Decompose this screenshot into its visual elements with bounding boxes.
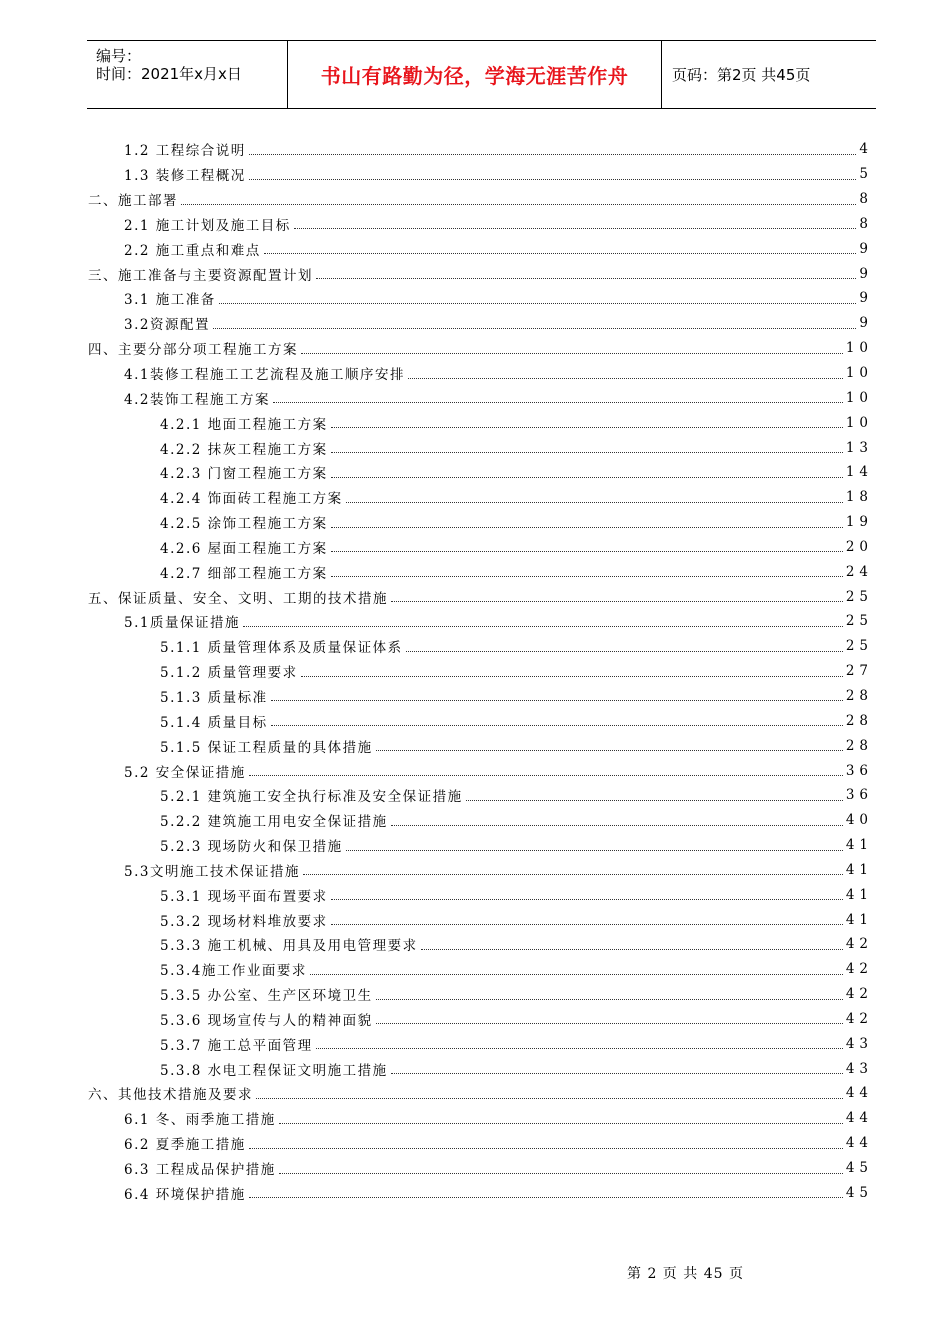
- toc-entry[interactable]: [124, 609, 873, 634]
- toc-entry-page: 45: [845, 1184, 873, 1201]
- toc-entry-page: 28: [845, 712, 873, 729]
- toc-entry-title: 5.1.4 质量目标: [160, 714, 268, 731]
- toc-entry-page: 25: [845, 638, 873, 655]
- toc-entry-page: 8: [859, 215, 873, 232]
- toc-entry-title: 5.1质量保证措施: [124, 615, 240, 632]
- toc-entry[interactable]: [124, 236, 873, 261]
- toc-entry-page: 42: [845, 1010, 873, 1027]
- toc-entry-title: 3.1 施工准备: [124, 292, 216, 309]
- toc-entry-page: 10: [845, 414, 873, 431]
- dot-leader: [264, 253, 857, 254]
- dot-leader: [391, 601, 843, 602]
- toc-entry-title: 4.1装修工程施工工艺流程及施工顺序安排: [124, 367, 405, 384]
- dot-leader: [279, 1123, 843, 1124]
- toc-entry-page: 44: [845, 1135, 873, 1152]
- dot-leader: [376, 750, 843, 751]
- toc-entry-title: 4.2.1 地面工程施工方案: [160, 416, 328, 433]
- toc-entry-page: 42: [845, 936, 873, 953]
- toc-entry-page: 13: [845, 439, 873, 456]
- toc-entry[interactable]: [160, 907, 873, 932]
- toc-entry-title: 6.3 工程成品保护措施: [124, 1162, 276, 1179]
- toc-entry-page: 4: [859, 141, 873, 158]
- toc-entry-title: 5.3.3 施工机械、用具及用电管理要求: [160, 938, 418, 955]
- toc-entry-page: 25: [845, 613, 873, 630]
- toc-entry-page: 43: [845, 1035, 873, 1052]
- dot-leader: [421, 949, 843, 950]
- table-of-contents: [0, 137, 950, 1205]
- dot-leader: [271, 725, 843, 726]
- toc-entry-page: 19: [845, 514, 873, 531]
- toc-entry[interactable]: [124, 1106, 873, 1131]
- toc-entry[interactable]: [88, 187, 873, 212]
- toc-entry[interactable]: [160, 634, 873, 659]
- dot-leader: [331, 924, 843, 925]
- dot-leader: [466, 800, 843, 801]
- toc-entry-page: 10: [845, 340, 873, 357]
- toc-entry[interactable]: [160, 410, 873, 435]
- dot-leader: [391, 1073, 843, 1074]
- dot-leader: [406, 651, 843, 652]
- toc-entry[interactable]: [124, 361, 873, 386]
- toc-entry[interactable]: [124, 286, 873, 311]
- toc-entry-page: 8: [859, 191, 873, 208]
- dot-leader: [346, 502, 843, 503]
- toc-entry[interactable]: [88, 336, 873, 361]
- toc-entry-page: 41: [845, 911, 873, 928]
- motto-text: 书山有路勤为径，学海无涯苦作舟: [320, 64, 629, 88]
- toc-entry[interactable]: [124, 311, 873, 336]
- toc-entry[interactable]: [160, 559, 873, 584]
- toc-entry-page: 9: [859, 290, 873, 307]
- dot-leader: [331, 427, 843, 428]
- toc-entry[interactable]: [160, 882, 873, 907]
- toc-entry-page: 41: [845, 886, 873, 903]
- toc-entry-title: 2.1 施工计划及施工目标: [124, 217, 291, 234]
- toc-entry-title: 5.3.2 现场材料堆放要求: [160, 913, 328, 930]
- dot-leader: [376, 1023, 843, 1024]
- toc-entry-title: 4.2.5 涂饰工程施工方案: [160, 516, 328, 533]
- dot-leader: [249, 775, 843, 776]
- toc-entry[interactable]: [160, 1056, 873, 1081]
- toc-entry[interactable]: [124, 857, 873, 882]
- toc-entry[interactable]: [160, 708, 873, 733]
- dot-leader: [376, 999, 843, 1000]
- toc-entry-page: 41: [845, 861, 873, 878]
- dot-leader: [279, 1173, 843, 1174]
- dot-leader: [219, 303, 857, 304]
- toc-entry[interactable]: [160, 435, 873, 460]
- toc-entry[interactable]: [160, 808, 873, 833]
- dot-leader: [316, 1048, 843, 1049]
- toc-entry-page: 44: [845, 1085, 873, 1102]
- toc-entry-title: 4.2.3 门窗工程施工方案: [160, 466, 328, 483]
- toc-entry-page: 14: [845, 464, 873, 481]
- toc-entry-title: 5.1.1 质量管理体系及质量保证体系: [160, 640, 403, 657]
- toc-entry-page: 10: [845, 389, 873, 406]
- dot-leader: [256, 1098, 843, 1099]
- dot-leader: [331, 576, 843, 577]
- toc-entry-page: 42: [845, 986, 873, 1003]
- toc-entry[interactable]: [160, 783, 873, 808]
- toc-entry[interactable]: [160, 1031, 873, 1056]
- toc-entry-title: 六、其他技术措施及要求: [88, 1087, 253, 1104]
- toc-entry-title: 5.1.3 质量标准: [160, 689, 268, 706]
- toc-entry[interactable]: [88, 261, 873, 286]
- toc-entry[interactable]: [160, 932, 873, 957]
- dot-leader: [316, 278, 856, 279]
- toc-entry[interactable]: [160, 460, 873, 485]
- toc-entry[interactable]: [160, 957, 873, 982]
- header-motto: [288, 41, 662, 108]
- toc-entry[interactable]: [160, 684, 873, 709]
- toc-entry-title: 5.3.5 办公室、生产区环境卫生: [160, 988, 373, 1005]
- toc-entry-page: 5: [859, 166, 873, 183]
- toc-entry[interactable]: [160, 485, 873, 510]
- toc-entry-title: 4.2.4 饰面砖工程施工方案: [160, 491, 343, 508]
- toc-entry-title: 6.2 夏季施工措施: [124, 1137, 246, 1154]
- toc-entry-title: 5.3文明施工技术保证措施: [124, 863, 300, 880]
- dot-leader: [181, 204, 856, 205]
- toc-entry-title: 5.2.3 现场防火和保卫措施: [160, 839, 343, 856]
- dot-leader: [249, 179, 857, 180]
- page-info-text: 页码：第2页 共45页: [672, 66, 811, 84]
- toc-entry-page: 36: [845, 787, 873, 804]
- header-page-info: [662, 41, 876, 108]
- toc-entry-title: 4.2.6 屋面工程施工方案: [160, 540, 328, 557]
- dot-leader: [408, 378, 843, 379]
- toc-entry-title: 5.3.4施工作业面要求: [160, 963, 307, 980]
- toc-entry-page: 28: [845, 687, 873, 704]
- dot-leader: [243, 626, 843, 627]
- dot-leader: [391, 825, 843, 826]
- number-label: 编号：: [96, 47, 142, 65]
- dot-leader: [331, 452, 843, 453]
- toc-entry-title: 6.4 环境保护措施: [124, 1186, 246, 1203]
- toc-entry[interactable]: [124, 212, 873, 237]
- toc-entry-title: 二、施工部署: [88, 193, 178, 210]
- toc-entry[interactable]: [160, 982, 873, 1007]
- toc-entry-page: 27: [845, 663, 873, 680]
- toc-entry-page: 43: [845, 1060, 873, 1077]
- toc-entry[interactable]: [88, 584, 873, 609]
- toc-entry[interactable]: [160, 510, 873, 535]
- toc-entry-page: 10: [845, 365, 873, 382]
- toc-entry-title: 五、保证质量、安全、文明、工期的技术措施: [88, 590, 388, 607]
- toc-entry[interactable]: [124, 385, 873, 410]
- dot-leader: [273, 402, 843, 403]
- toc-entry-title: 5.1.2 质量管理要求: [160, 665, 298, 682]
- dot-leader: [249, 1197, 843, 1198]
- toc-entry[interactable]: [124, 1131, 873, 1156]
- toc-entry-page: 44: [845, 1110, 873, 1127]
- toc-entry[interactable]: [124, 1156, 873, 1181]
- toc-entry-title: 6.1 冬、雨季施工措施: [124, 1112, 276, 1129]
- toc-entry-title: 4.2装饰工程施工方案: [124, 391, 270, 408]
- toc-entry[interactable]: [124, 137, 873, 162]
- page-footer: 第 2 页 共 45 页: [627, 1266, 744, 1282]
- dot-leader: [249, 1148, 843, 1149]
- toc-entry-title: 3.2资源配置: [124, 317, 210, 334]
- toc-entry-title: 5.2.2 建筑施工用电安全保证措施: [160, 814, 388, 831]
- toc-entry[interactable]: [160, 1007, 873, 1032]
- toc-entry-page: 45: [845, 1160, 873, 1177]
- time-label: 时间：2021年x月x日: [96, 65, 242, 83]
- toc-entry-page: 24: [845, 563, 873, 580]
- toc-entry-title: 5.2.1 建筑施工安全执行标准及安全保证措施: [160, 789, 463, 806]
- toc-entry-page: 36: [845, 762, 873, 779]
- dot-leader: [331, 527, 843, 528]
- toc-entry[interactable]: [88, 1081, 873, 1106]
- page-header: [87, 40, 876, 109]
- toc-entry-page: 25: [845, 588, 873, 605]
- dot-leader: [294, 228, 857, 229]
- toc-entry[interactable]: [160, 733, 873, 758]
- toc-entry-page: 41: [845, 837, 873, 854]
- dot-leader: [249, 154, 857, 155]
- toc-entry-page: 20: [845, 538, 873, 555]
- toc-entry-title: 5.3.7 施工总平面管理: [160, 1037, 313, 1054]
- toc-entry-title: 5.3.8 水电工程保证文明施工措施: [160, 1062, 388, 1079]
- dot-leader: [301, 676, 843, 677]
- toc-entry[interactable]: [124, 162, 873, 187]
- toc-entry-title: 1.3 装修工程概况: [124, 168, 246, 185]
- toc-entry-title: 5.2 安全保证措施: [124, 764, 246, 781]
- toc-entry-page: 42: [845, 961, 873, 978]
- toc-entry-title: 5.1.5 保证工程质量的具体措施: [160, 739, 373, 756]
- toc-entry-title: 三、施工准备与主要资源配置计划: [88, 267, 313, 284]
- toc-entry[interactable]: [124, 1180, 873, 1205]
- header-meta: [87, 41, 288, 108]
- toc-entry-page: 9: [859, 315, 873, 332]
- toc-entry-page: 28: [845, 737, 873, 754]
- toc-entry[interactable]: [160, 659, 873, 684]
- dot-leader: [310, 974, 843, 975]
- dot-leader: [346, 850, 843, 851]
- toc-entry-page: 9: [859, 240, 873, 257]
- toc-entry-title: 2.2 施工重点和难点: [124, 242, 261, 259]
- dot-leader: [301, 353, 843, 354]
- toc-entry-title: 四、主要分部分项工程施工方案: [88, 342, 298, 359]
- toc-entry-page: 40: [845, 812, 873, 829]
- toc-entry-page: 18: [845, 489, 873, 506]
- toc-entry[interactable]: [160, 833, 873, 858]
- dot-leader: [303, 874, 843, 875]
- toc-entry-title: 1.2 工程综合说明: [124, 143, 246, 160]
- dot-leader: [271, 700, 843, 701]
- dot-leader: [213, 328, 856, 329]
- toc-entry-title: 5.3.1 现场平面布置要求: [160, 888, 328, 905]
- toc-entry-page: 9: [859, 265, 873, 282]
- dot-leader: [331, 899, 843, 900]
- dot-leader: [331, 551, 843, 552]
- toc-entry[interactable]: [124, 758, 873, 783]
- toc-entry[interactable]: [160, 535, 873, 560]
- toc-entry-title: 4.2.2 抹灰工程施工方案: [160, 441, 328, 458]
- toc-entry-title: 4.2.7 细部工程施工方案: [160, 565, 328, 582]
- dot-leader: [331, 477, 843, 478]
- toc-entry-title: 5.3.6 现场宣传与人的精神面貌: [160, 1012, 373, 1029]
